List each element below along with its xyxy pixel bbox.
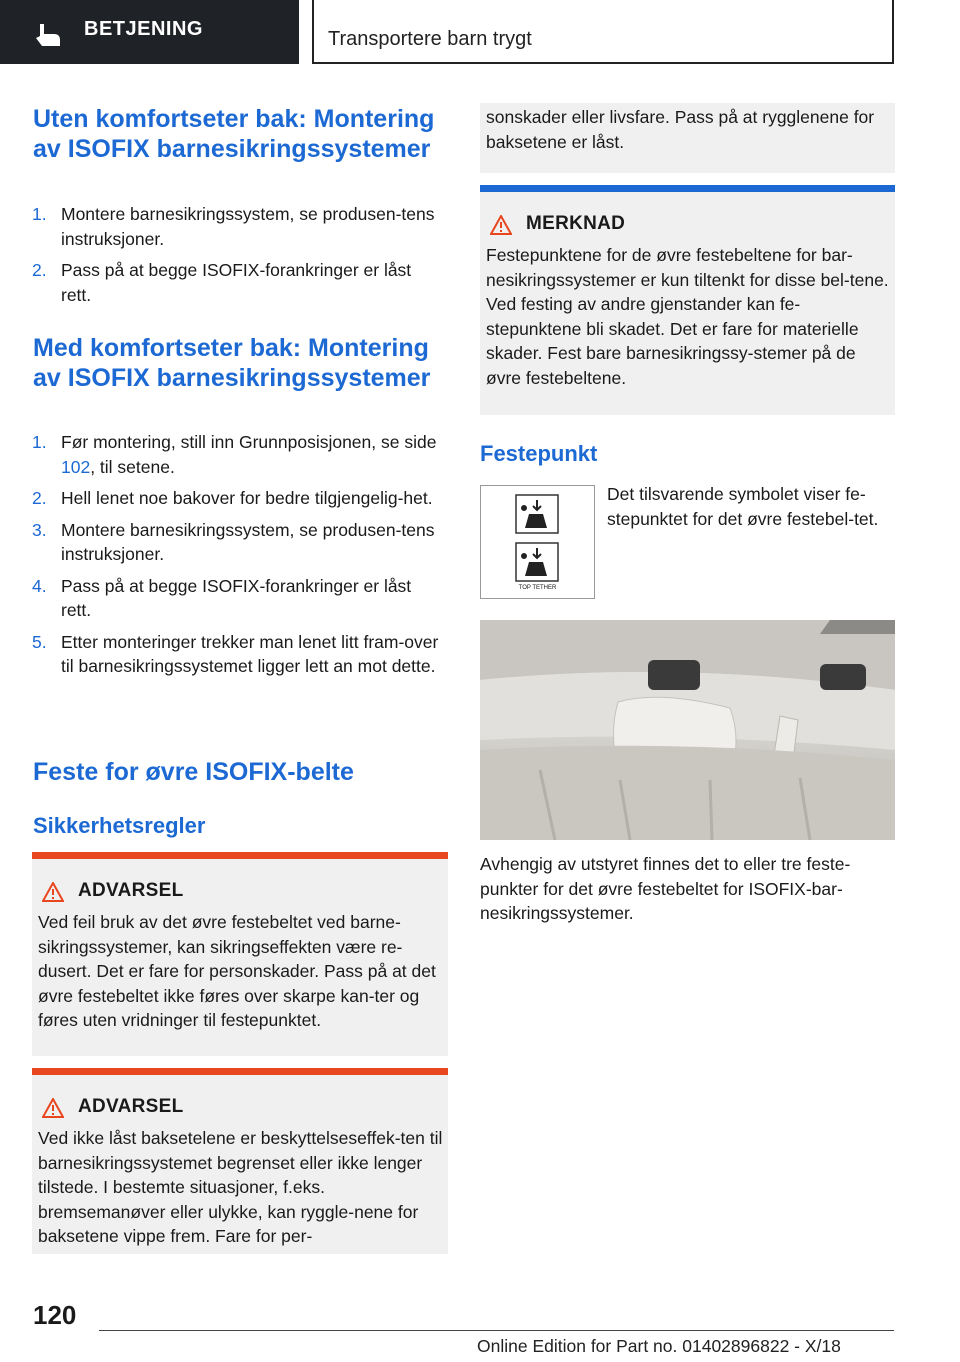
list-item: 2. Pass på at begge ISOFIX-forankringer er låst rett. xyxy=(32,260,412,305)
warning-box-2-continued xyxy=(480,103,895,173)
warning-triangle-icon xyxy=(42,1098,64,1118)
note-title: MERKNAD xyxy=(526,213,626,234)
symbol-description: Det tilsvarende symbolet viser fe-stepunktet for det øvre festebel-tet. xyxy=(607,484,879,529)
heading-without-comfort-seats: Uten komfortseter bak: Montering av ISOFIX barnesikringssystemer xyxy=(33,105,435,163)
page-link[interactable]: 102 xyxy=(61,456,91,477)
warning-title: ADVARSEL xyxy=(78,880,184,901)
header-section xyxy=(312,0,894,64)
list-with-comfort-seats xyxy=(32,430,442,686)
top-tether-symbol xyxy=(480,485,595,599)
heading-with-comfort-seats: Med komfortseter bak: Montering av ISOFIX barnesikringssystemer xyxy=(33,334,431,392)
warning-text: Ved feil bruk av det øvre festebeltet ved barne-sikringssystemer, kan sikringseffekten være re-dusert. Det er fare for personskader. Pass på at det øvre festebeltet ikke føres over skarpe kan-ter og føres uten vridninger til festepunktet. xyxy=(38,912,436,1030)
list-item: 5. Etter monteringer trekker man lenet litt fram-over til barnesikringssystemet ligger lett an mot dette. xyxy=(32,631,439,676)
list-item: 1. Montere barnesikringssystem, se produsen-tens instruksjoner. xyxy=(32,204,435,249)
warning-title: ADVARSEL xyxy=(78,1096,184,1117)
photo-caption: Avhengig av utstyret finnes det to eller tre feste-punkter for det øvre festebeltet for ISOFIX-bar-nesikringssystemer. xyxy=(480,854,851,923)
warning-text: sonskader eller livsfare. Pass på at rygglenene for baksetene er låst. xyxy=(486,107,875,152)
footer-edition: Online Edition for Part no. 01402896822 - X/18 xyxy=(477,1336,841,1356)
child-seat-anchor-icon xyxy=(515,542,559,582)
note-text: Festepunktene for de øvre festebeltene for bar-nesikringssystemer er kun tiltenkt for disse bel-tene. Ved festing av andre gjenstander kan fe-stepunktene bli skadet. Det er fare for materielle skader. Fest bare barnesikringssy-stemer på de øvre festebeltene. xyxy=(486,245,889,388)
page-number: 120 xyxy=(33,1300,77,1330)
child-seat-anchor-icon xyxy=(515,494,559,534)
warning-box-2 xyxy=(32,1068,448,1254)
warning-box-1 xyxy=(32,852,448,1056)
list-item: 1. Før montering, still inn Grunnposisjonen, se side 102, til setene. xyxy=(32,432,437,477)
header-tab-label: BETJENING xyxy=(84,18,203,40)
header-section-title: Transportere barn trygt xyxy=(328,28,532,50)
heading-anchor-point: Festepunkt xyxy=(480,441,598,466)
list-item: 2. Hell lenet noe bakover for bedre tilgjengelig-het. xyxy=(32,488,433,508)
heading-safety-rules: Sikkerhetsregler xyxy=(33,813,206,838)
heading-isofix-belt: Feste for øvre ISOFIX-belte xyxy=(33,758,354,786)
list-item: 4. Pass på at begge ISOFIX-forankringer er låst rett. xyxy=(32,575,412,620)
list-without-comfort-seats xyxy=(32,202,442,314)
warning-triangle-icon xyxy=(490,215,512,235)
warning-text: Ved ikke låst baksetelene er beskyttelseseffek-ten til barnesikringssystemet begrenset eller ikke lenger tilstede. I bestemte situasjoner, f.eks. bremsemanøver eller ulykke, kan ryggle-nene for baksetene vippe frem. Fare for per- xyxy=(38,1128,443,1246)
warning-triangle-icon xyxy=(42,882,64,902)
footer-divider xyxy=(99,1330,894,1331)
rear-seat-photo xyxy=(480,620,895,840)
hand-pointer-icon xyxy=(32,20,66,50)
rear-seat-illustration xyxy=(480,620,895,840)
header-tab[interactable] xyxy=(0,0,299,64)
note-box xyxy=(480,185,895,415)
symbol-label: TOP TETHER xyxy=(518,585,557,591)
list-item: 3. Montere barnesikringssystem, se produsen-tens instruksjoner. xyxy=(32,519,435,564)
